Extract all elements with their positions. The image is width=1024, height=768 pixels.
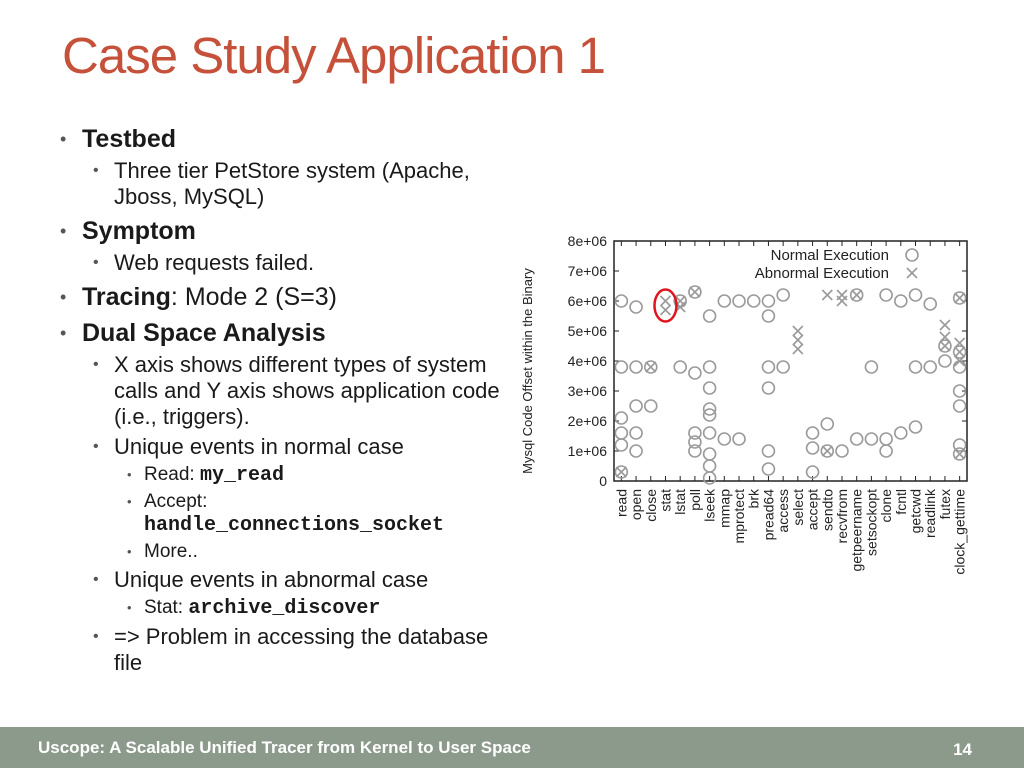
- y-tick-label: 3e+06: [567, 383, 607, 399]
- legend-marker-normal: [906, 249, 918, 261]
- x-tick-label: lstat: [672, 489, 689, 515]
- normal-point: [777, 361, 789, 373]
- y-tick-label: 6e+06: [567, 293, 607, 309]
- y-tick-label: 8e+06: [567, 233, 607, 249]
- bullet-stat: [58, 596, 518, 620]
- x-tick-label: brk: [745, 489, 762, 509]
- axes-text: X axis shows different types of system calls and Y axis shows application code (i.e., triggers).: [114, 352, 500, 429]
- normal-point: [924, 361, 936, 373]
- normal-point: [704, 361, 716, 373]
- normal-point: [630, 445, 642, 457]
- bullet-problem: [58, 624, 518, 676]
- x-tick-label: mmap: [716, 489, 733, 528]
- footer-title: Uscope: A Scalable Unified Tracer from Kernel to User Space: [38, 738, 531, 757]
- bullet-more: [58, 540, 518, 563]
- tracing-heading: Tracing: [82, 283, 171, 311]
- normal-point: [689, 367, 701, 379]
- x-tick-label: recvfrom: [833, 489, 850, 544]
- y-axis-label: Mysql Code Offset within the Binary: [520, 268, 535, 474]
- normal-point: [762, 382, 774, 394]
- normal-point: [704, 427, 716, 439]
- normal-point: [762, 445, 774, 457]
- x-tick-label: getpeername: [848, 489, 865, 572]
- abnormal-point: [940, 320, 950, 330]
- abnormal-point: [793, 335, 803, 345]
- normal-point: [704, 448, 716, 460]
- bullet-accept: [58, 490, 518, 537]
- normal-point: [939, 355, 951, 367]
- normal-point: [630, 400, 642, 412]
- normal-point: [895, 295, 907, 307]
- bullet-read: [58, 463, 518, 487]
- normal-point: [718, 433, 730, 445]
- x-tick-label: fcntl: [892, 489, 909, 515]
- stat-function: archive_discover: [188, 597, 381, 620]
- normal-point: [733, 433, 745, 445]
- bullet-testbed-detail: [58, 158, 518, 210]
- abnormal-point: [793, 326, 803, 336]
- symptom-heading: Symptom: [82, 217, 196, 245]
- normal-point: [689, 445, 701, 457]
- highlight-ellipse: [654, 290, 676, 322]
- problem-text: => Problem in accessing the database file: [114, 624, 489, 675]
- symptom-text: Web requests failed.: [114, 250, 315, 275]
- normal-point: [910, 361, 922, 373]
- tracing-mode: : Mode 2 (S=3): [170, 283, 337, 311]
- stat-label: Stat:: [144, 597, 184, 618]
- normal-point: [762, 463, 774, 475]
- bullet-tracing: [58, 282, 518, 312]
- x-tick-label: poll: [686, 489, 703, 511]
- normal-point: [645, 400, 657, 412]
- normal-point: [674, 361, 686, 373]
- normal-point: [807, 427, 819, 439]
- x-tick-label: futex: [936, 489, 953, 520]
- bullet-unique-normal: [58, 434, 518, 460]
- bullet-axes-explanation: [58, 352, 518, 430]
- x-tick-label: close: [642, 489, 659, 522]
- x-tick-label: read: [613, 489, 630, 518]
- normal-point: [630, 301, 642, 313]
- x-tick-label: stat: [657, 489, 674, 512]
- x-tick-label: select: [789, 489, 806, 526]
- abnormal-point: [955, 347, 965, 357]
- normal-point: [762, 361, 774, 373]
- x-tick-label: lseek: [701, 489, 718, 522]
- bullet-symptom: [58, 216, 518, 246]
- normal-point: [615, 427, 627, 439]
- abnormal-point: [940, 341, 950, 351]
- accept-function: handle_connections_socket: [144, 514, 445, 537]
- normal-point: [821, 418, 833, 430]
- abnormal-point: [690, 287, 700, 297]
- normal-point: [777, 289, 789, 301]
- bullet-unique-abnormal: [58, 567, 518, 593]
- normal-point: [748, 295, 760, 307]
- y-tick-label: 5e+06: [567, 323, 607, 339]
- legend-label-abnormal: Abnormal Execution: [754, 265, 889, 282]
- abnormal-point: [660, 296, 670, 306]
- normal-point: [630, 361, 642, 373]
- x-tick-label: access: [775, 489, 792, 533]
- abnormal-point: [955, 293, 965, 303]
- unique-abnormal-text: Unique events in abnormal case: [114, 567, 429, 592]
- bullet-dual-space: [58, 318, 518, 348]
- legend-label-normal: Normal Execution: [770, 247, 889, 264]
- x-tick-label: open: [628, 489, 645, 521]
- normal-point: [733, 295, 745, 307]
- normal-point: [865, 433, 877, 445]
- normal-point: [954, 361, 966, 373]
- normal-point: [910, 421, 922, 433]
- normal-point: [762, 310, 774, 322]
- legend-marker-abnormal: [907, 268, 917, 278]
- more-text: More..: [144, 541, 198, 562]
- normal-point: [851, 433, 863, 445]
- abnormal-point: [822, 290, 832, 300]
- normal-point: [630, 427, 642, 439]
- normal-point: [836, 445, 848, 457]
- x-tick-label: readlink: [922, 489, 939, 539]
- normal-point: [704, 310, 716, 322]
- normal-point: [880, 289, 892, 301]
- testbed-heading: Testbed: [82, 125, 176, 153]
- x-tick-label: sendto: [819, 489, 836, 532]
- read-label: Read:: [144, 464, 195, 485]
- dual-space-heading: Dual Space Analysis: [82, 319, 326, 347]
- y-tick-label: 0: [599, 473, 607, 489]
- scatter-chart: [510, 222, 980, 602]
- normal-point: [865, 361, 877, 373]
- normal-point: [718, 295, 730, 307]
- page-number: 14: [953, 740, 972, 759]
- abnormal-point: [793, 344, 803, 354]
- normal-point: [880, 433, 892, 445]
- normal-point: [615, 412, 627, 424]
- abnormal-point: [660, 305, 670, 315]
- read-function: my_read: [199, 464, 284, 487]
- footer-bar: [0, 727, 1024, 768]
- abnormal-point: [852, 290, 862, 300]
- normal-point: [704, 460, 716, 472]
- abnormal-point: [646, 362, 656, 372]
- unique-normal-text: Unique events in normal case: [114, 434, 404, 459]
- normal-point: [807, 442, 819, 454]
- normal-point: [704, 382, 716, 394]
- abnormal-point: [837, 296, 847, 306]
- abnormal-point: [822, 446, 832, 456]
- normal-point: [924, 298, 936, 310]
- x-tick-label: clone: [878, 489, 895, 523]
- bullet-list: [58, 118, 518, 676]
- x-tick-label: getcwd: [907, 489, 924, 534]
- x-tick-label: mprotect: [731, 489, 748, 544]
- y-tick-label: 1e+06: [567, 443, 607, 459]
- y-tick-label: 7e+06: [567, 263, 607, 279]
- normal-point: [910, 289, 922, 301]
- x-tick-label: clock_gettime: [951, 489, 968, 575]
- abnormal-point: [616, 467, 626, 477]
- bullet-testbed: [58, 124, 518, 154]
- testbed-text: Three tier PetStore system (Apache, Jboss, MySQL): [114, 158, 470, 209]
- normal-point: [615, 439, 627, 451]
- normal-point: [615, 361, 627, 373]
- bullet-symptom-detail: [58, 250, 518, 276]
- y-tick-label: 2e+06: [567, 413, 607, 429]
- x-tick-label: pread64: [760, 489, 777, 541]
- x-tick-label: setsockopt: [863, 489, 880, 556]
- accept-label: Accept:: [144, 491, 208, 512]
- normal-point: [954, 400, 966, 412]
- normal-point: [895, 427, 907, 439]
- slide-title: Case Study Application 1: [62, 27, 606, 84]
- x-tick-label: accept: [804, 489, 821, 531]
- y-tick-label: 4e+06: [567, 353, 607, 369]
- normal-point: [880, 445, 892, 457]
- normal-point: [762, 295, 774, 307]
